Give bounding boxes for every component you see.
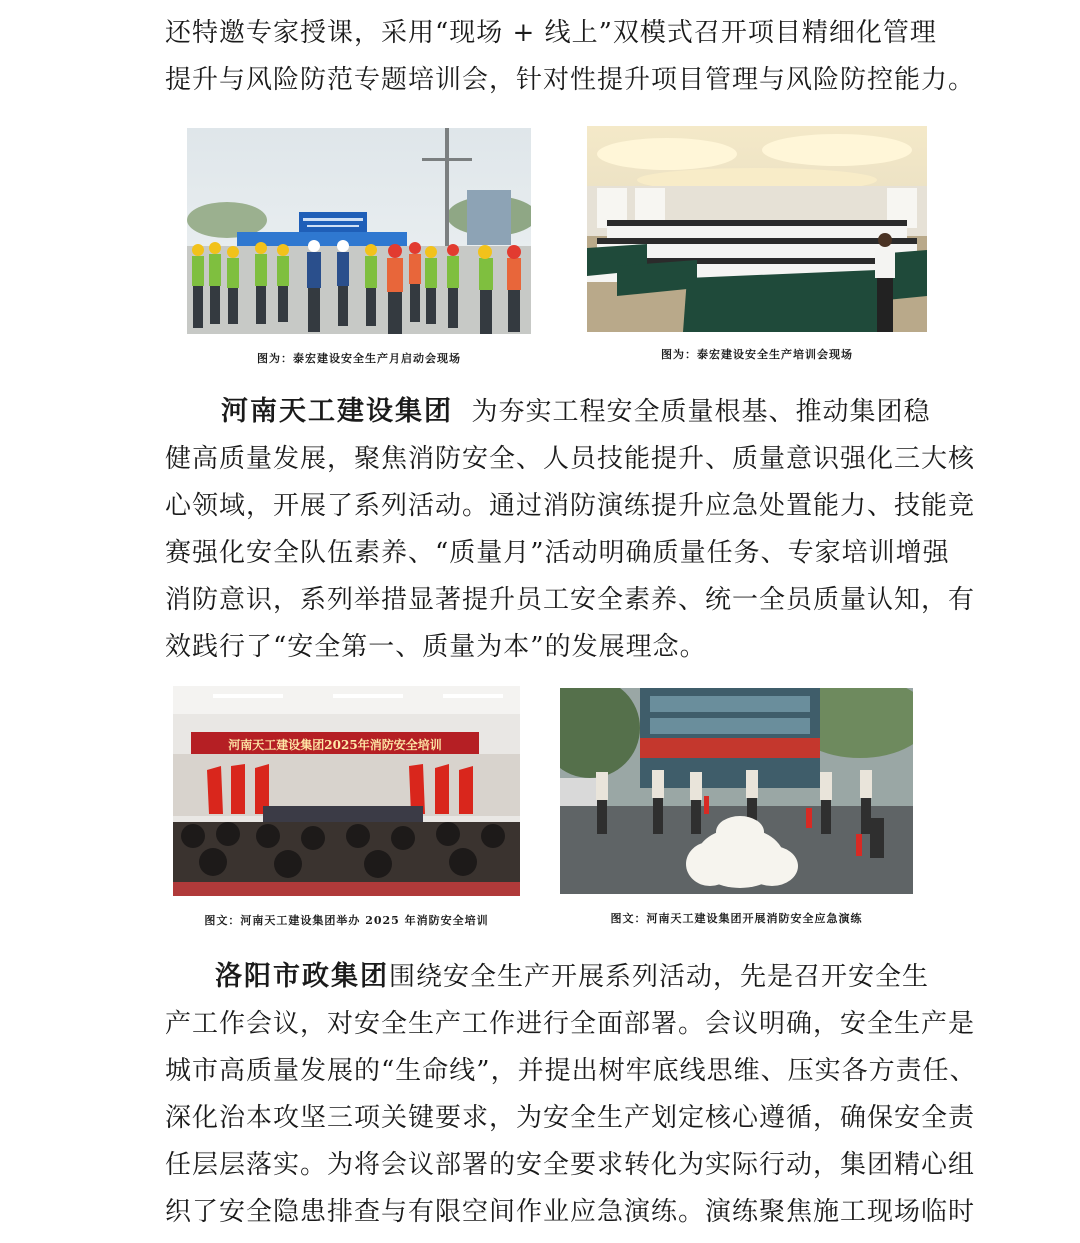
photo-safety-month-kickoff: [187, 128, 531, 334]
text-segment: 围绕安全生产开展系列活动，先是召开安全生: [389, 962, 930, 992]
text-line: 提升与风险防范专题培训会，针对性提升项目管理与风险防控能力。: [165, 65, 976, 95]
text-line: 赛强化安全队伍素养、“质量月”活动明确质量任务、专家培训增强: [165, 538, 950, 568]
text-line: 健高质量发展，聚焦消防安全、人员技能提升、质量意识强化三大核: [165, 444, 976, 474]
intro-paragraph: [165, 10, 976, 104]
luoyang-paragraph: [165, 953, 977, 1236]
text-line: 产工作会议，对安全生产工作进行全面部署。会议明确，安全生产是: [165, 1009, 976, 1039]
banner-text: 河南天工建设集团2025年消防安全培训: [228, 738, 442, 752]
text-line: 心领域，开展了系列活动。通过消防演练提升应急处置能力、技能竞: [165, 491, 976, 521]
text-line: 深化治本攻坚三项关键要求，为安全生产划定核心遵循，确保安全责: [165, 1103, 976, 1133]
tiangong-paragraph: [165, 388, 976, 671]
org-name-luoyang: 洛阳市政集团: [215, 961, 389, 992]
text-line: 还特邀专家授课，采用“现场 + 线上”双模式召开项目精细化管理: [165, 18, 937, 48]
text-line: 城市高质量发展的“生命线”，并提出树牢底线思维、压实各方责任、: [165, 1056, 977, 1086]
photo-fire-drill: [560, 688, 913, 894]
text-line: 任层层落实。为将会议部署的安全要求转化为实际行动，集团精心组: [165, 1150, 976, 1180]
text-segment: 为夯实工程安全质量根基、推动集团稳: [471, 397, 931, 427]
photo-caption: 图为：泰宏建设安全生产培训会现场: [661, 348, 853, 361]
text-line: 消防意识，系列举措显著提升员工安全素养、统一全员质量认知，有: [165, 585, 976, 615]
text-line: 效践行了“安全第一、质量为本”的发展理念。: [165, 632, 707, 662]
text-line: 织了安全隐患排查与有限空间作业应急演练。演练聚焦施工现场临时: [165, 1197, 976, 1227]
photo-safety-training-meeting: [587, 126, 927, 332]
photo-caption: 图文：河南天工建设集团开展消防安全应急演练: [610, 912, 863, 925]
photo-fire-safety-training: [173, 686, 520, 896]
photo-caption: 图文：河南天工建设集团举办 2025 年消防安全培训: [204, 914, 489, 927]
text-line: [165, 953, 930, 1001]
org-name-tiangong: 河南天工建设集团: [221, 396, 453, 427]
text-line: [165, 388, 931, 436]
photo-caption: 图为：泰宏建设安全生产月启动会现场: [257, 352, 461, 365]
